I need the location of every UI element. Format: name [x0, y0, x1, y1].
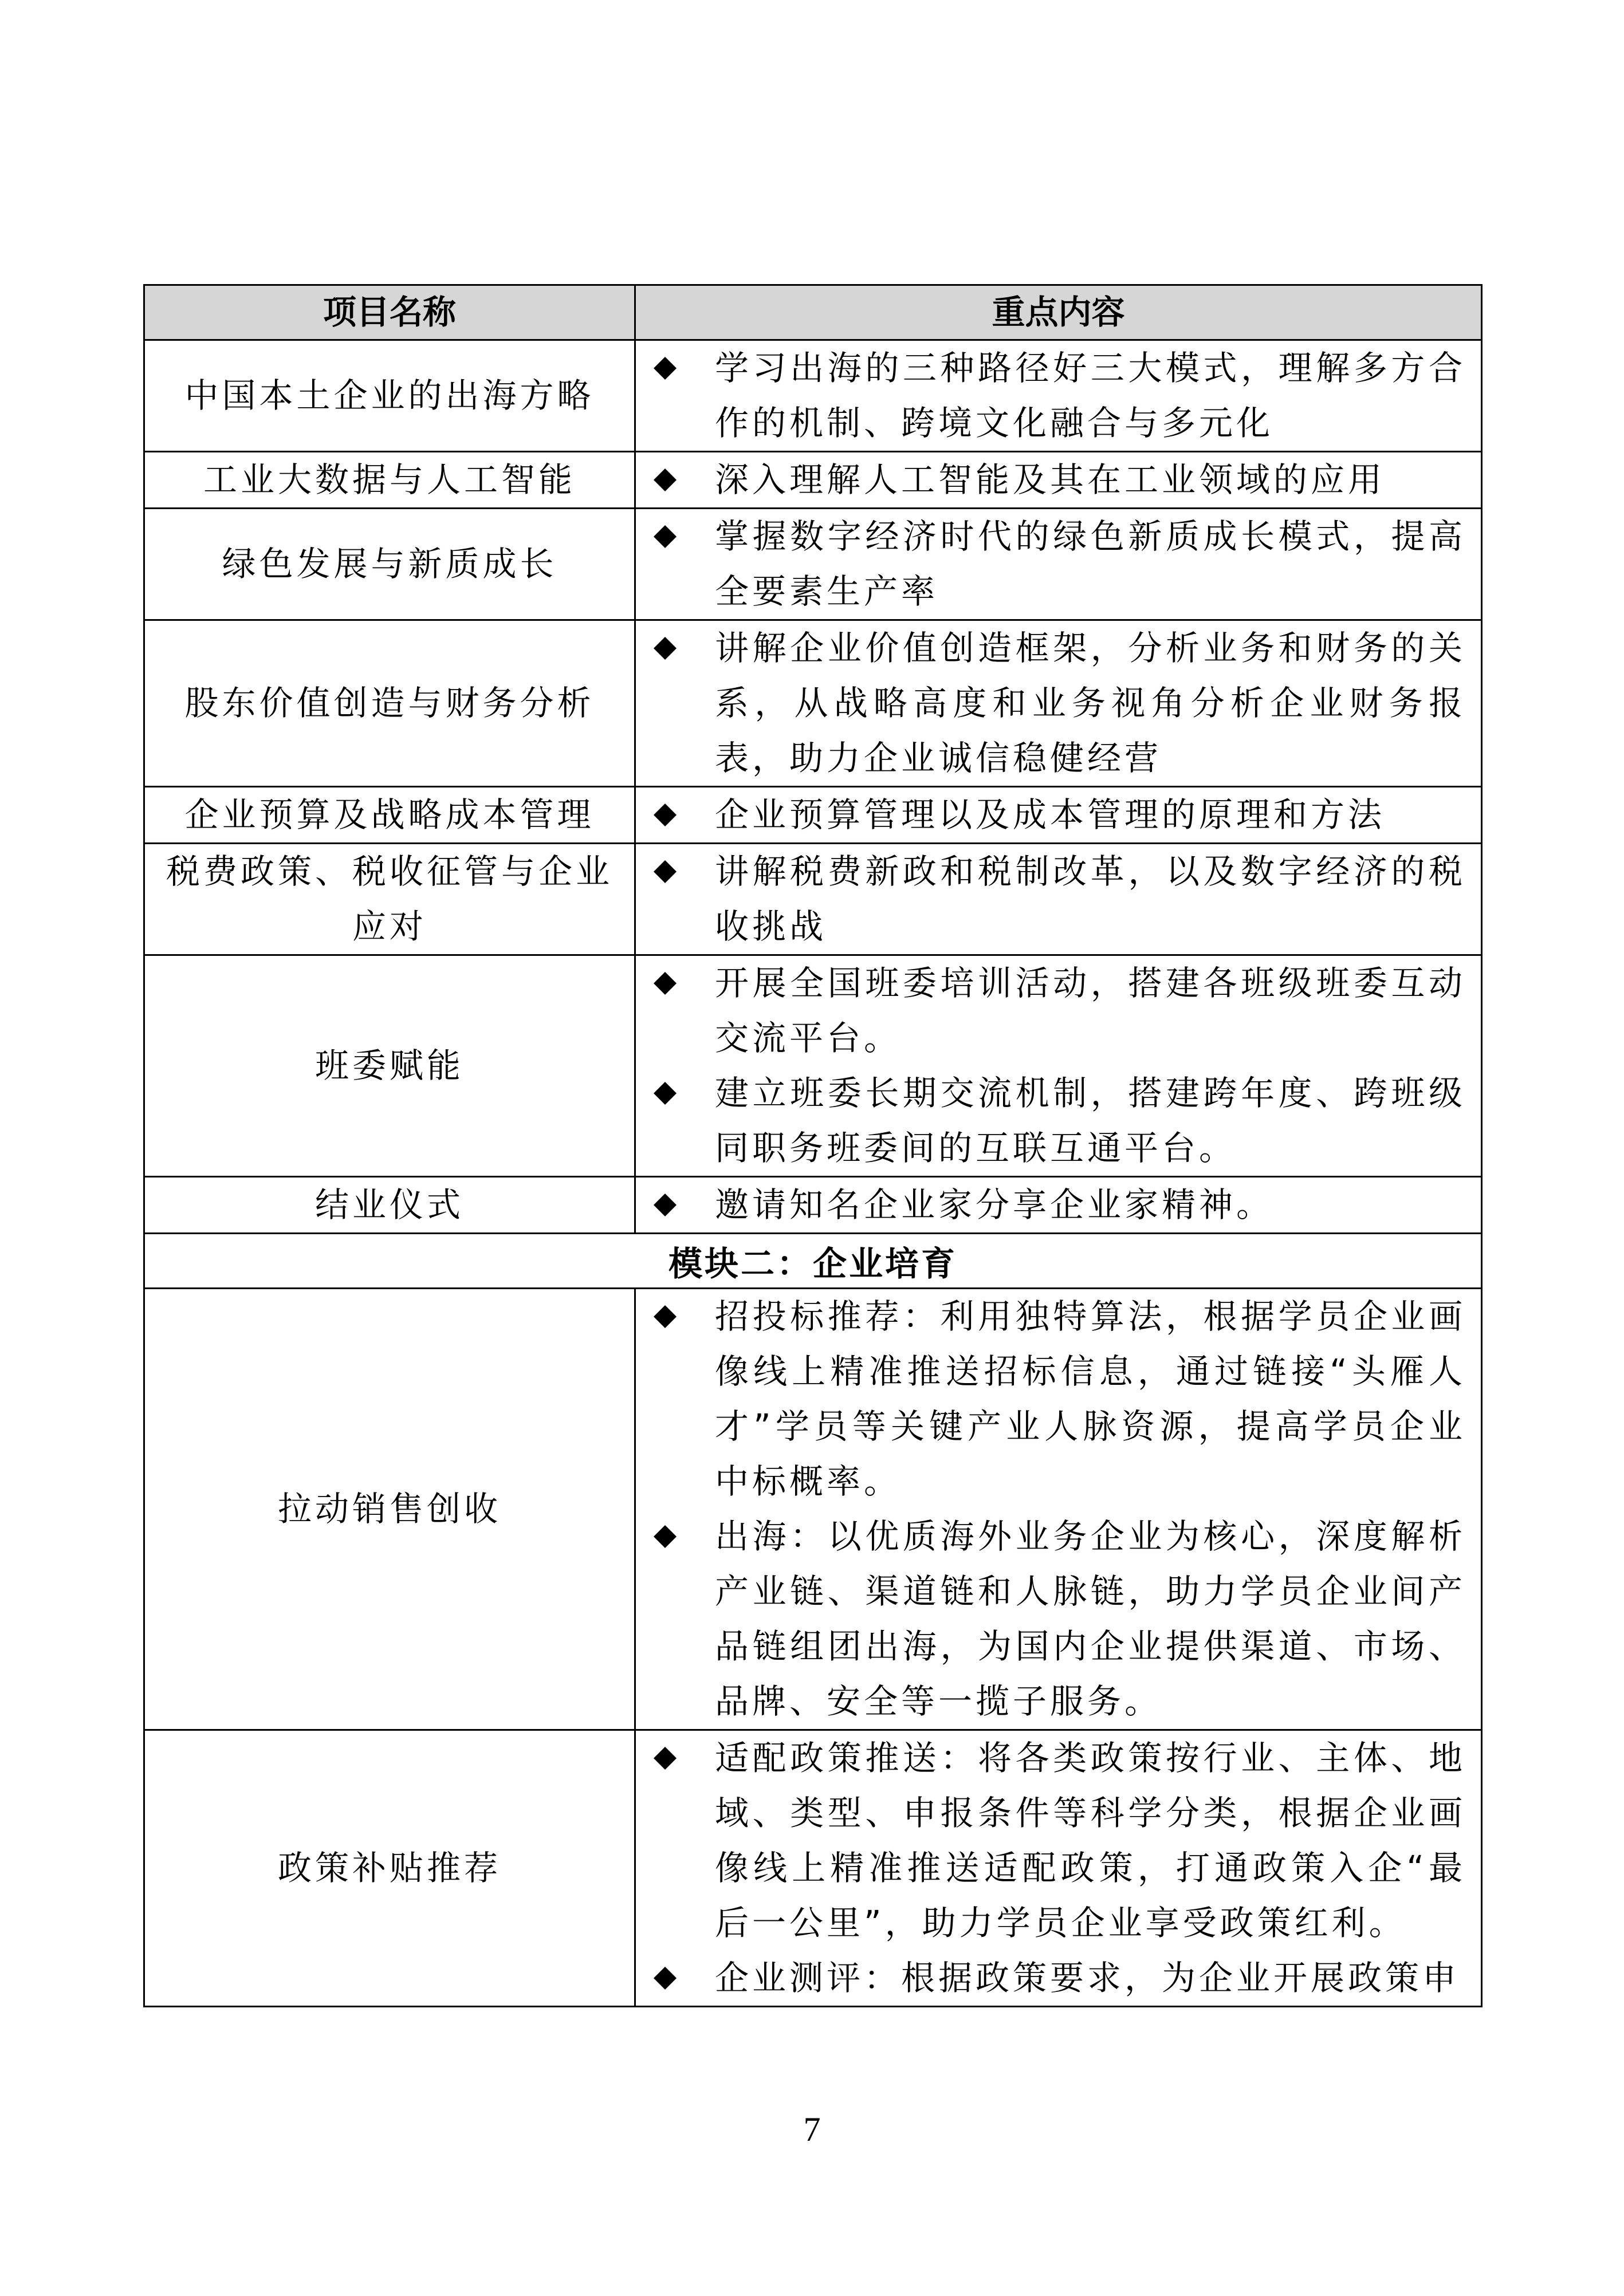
- diamond-bullet-icon: [653, 956, 715, 1011]
- bullet-item: [653, 1509, 1466, 1729]
- table-row: [144, 509, 1482, 620]
- key-content-cell: [635, 620, 1482, 787]
- header-key-content: 重点内容: [635, 285, 1482, 340]
- bullet-item: [653, 452, 1466, 507]
- diamond-bullet-icon: [653, 1066, 715, 1121]
- table-row: [144, 620, 1482, 787]
- bullet-text: 开展全国班委培训活动，搭建各班级班委互动交流平台。: [715, 963, 1466, 1058]
- bullet-item: [653, 956, 1466, 1066]
- diamond-bullet-icon: [653, 787, 715, 842]
- table-row: [144, 1177, 1482, 1234]
- diamond-bullet-icon: [653, 452, 715, 507]
- project-name-cell: 绿色发展与新质成长: [144, 509, 635, 620]
- key-content-cell: [635, 509, 1482, 620]
- diamond-bullet-icon: [653, 1951, 715, 2006]
- project-name-cell: 班委赋能: [144, 955, 635, 1177]
- table-row: [144, 340, 1482, 452]
- key-content-cell: [635, 1177, 1482, 1234]
- table-row: [144, 787, 1482, 844]
- diamond-bullet-icon: [653, 1289, 715, 1344]
- table-row: [144, 844, 1482, 955]
- key-content-cell: [635, 452, 1482, 509]
- bullet-text: 讲解企业价值创造框架，分析业务和财务的关系，从战略高度和业务视角分析企业财务报表，助力企业诚信稳健经营: [715, 628, 1466, 778]
- project-name-cell: 中国本土企业的出海方略: [144, 340, 635, 452]
- key-content-cell: [635, 1289, 1482, 1730]
- bullet-item: [653, 341, 1466, 451]
- project-name-cell: 企业预算及战略成本管理: [144, 787, 635, 844]
- bullet-text: 企业预算管理以及成本管理的原理和方法: [715, 795, 1386, 834]
- diamond-bullet-icon: [653, 341, 715, 396]
- bullet-item: [653, 787, 1466, 842]
- bullet-item: [653, 1177, 1466, 1232]
- key-content-cell: [635, 787, 1482, 844]
- bullet-text: 学习出海的三种路径好三大模式，理解多方合作的机制、跨境文化融合与多元化: [715, 348, 1466, 443]
- bullet-item: [653, 844, 1466, 954]
- header-project-name: 项目名称: [144, 285, 635, 340]
- table-row: [144, 1289, 1482, 1730]
- project-name-cell: 结业仪式: [144, 1177, 635, 1234]
- bullet-text: 企业测评：根据政策要求，为企业开展政策申: [715, 1958, 1460, 1998]
- diamond-bullet-icon: [653, 844, 715, 899]
- bullet-item: [653, 509, 1466, 619]
- bullet-text: 适配政策推送：将各类政策按行业、主体、地域、类型、申报条件等科学分类，根据企业画像线上精准推送适配政策，打通政策入企“最后一公里”，助力学员企业享受政策红利。: [715, 1738, 1466, 1943]
- module-row: [144, 1234, 1482, 1289]
- diamond-bullet-icon: [653, 621, 715, 676]
- bullet-item: [653, 621, 1466, 786]
- project-name-cell: 工业大数据与人工智能: [144, 452, 635, 509]
- bullet-text: 深入理解人工智能及其在工业领域的应用: [715, 460, 1386, 499]
- bullet-text: 邀请知名企业家分享企业家精神。: [715, 1185, 1274, 1224]
- bullet-item: [653, 1731, 1466, 1951]
- diamond-bullet-icon: [653, 1509, 715, 1564]
- course-table: [143, 284, 1483, 2007]
- project-name-cell: 拉动销售创收: [144, 1289, 635, 1730]
- project-name-cell: 政策补贴推荐: [144, 1730, 635, 2007]
- diamond-bullet-icon: [653, 1731, 715, 1786]
- key-content-cell: [635, 1730, 1482, 2007]
- bullet-text: 掌握数字经济时代的绿色新质成长模式，提高全要素生产率: [715, 517, 1466, 611]
- page-number: 7: [803, 2110, 821, 2148]
- bullet-item: [653, 1066, 1466, 1176]
- project-name-cell: 税费政策、税收征管与企业应对: [144, 844, 635, 955]
- diamond-bullet-icon: [653, 509, 715, 564]
- table-row: [144, 1730, 1482, 2007]
- bullet-text: 出海：以优质海外业务企业为核心，深度解析产业链、渠道链和人脉链，助力学员企业间产品链组团出海，为国内企业提供渠道、市场、品牌、安全等一揽子服务。: [715, 1517, 1466, 1721]
- bullet-text: 讲解税费新政和税制改革，以及数字经济的税收挑战: [715, 852, 1466, 946]
- table-row: [144, 452, 1482, 509]
- key-content-cell: [635, 340, 1482, 452]
- table-row: [144, 955, 1482, 1177]
- table-header-row: [144, 285, 1482, 340]
- project-name-cell: 股东价值创造与财务分析: [144, 620, 635, 787]
- bullet-text: 建立班委长期交流机制，搭建跨年度、跨班级同职务班委间的互联互通平台。: [715, 1073, 1466, 1168]
- bullet-item: [653, 1289, 1466, 1509]
- bullet-item: [653, 1951, 1466, 2006]
- key-content-cell: [635, 955, 1482, 1177]
- diamond-bullet-icon: [653, 1177, 715, 1232]
- key-content-cell: [635, 844, 1482, 955]
- module-heading: 模块二：企业培育: [144, 1234, 1482, 1289]
- bullet-text: 招投标推荐：利用独特算法，根据学员企业画像线上精准推送招标信息，通过链接“头雁人才”学员等关键产业人脉资源，提高学员企业中标概率。: [715, 1297, 1466, 1501]
